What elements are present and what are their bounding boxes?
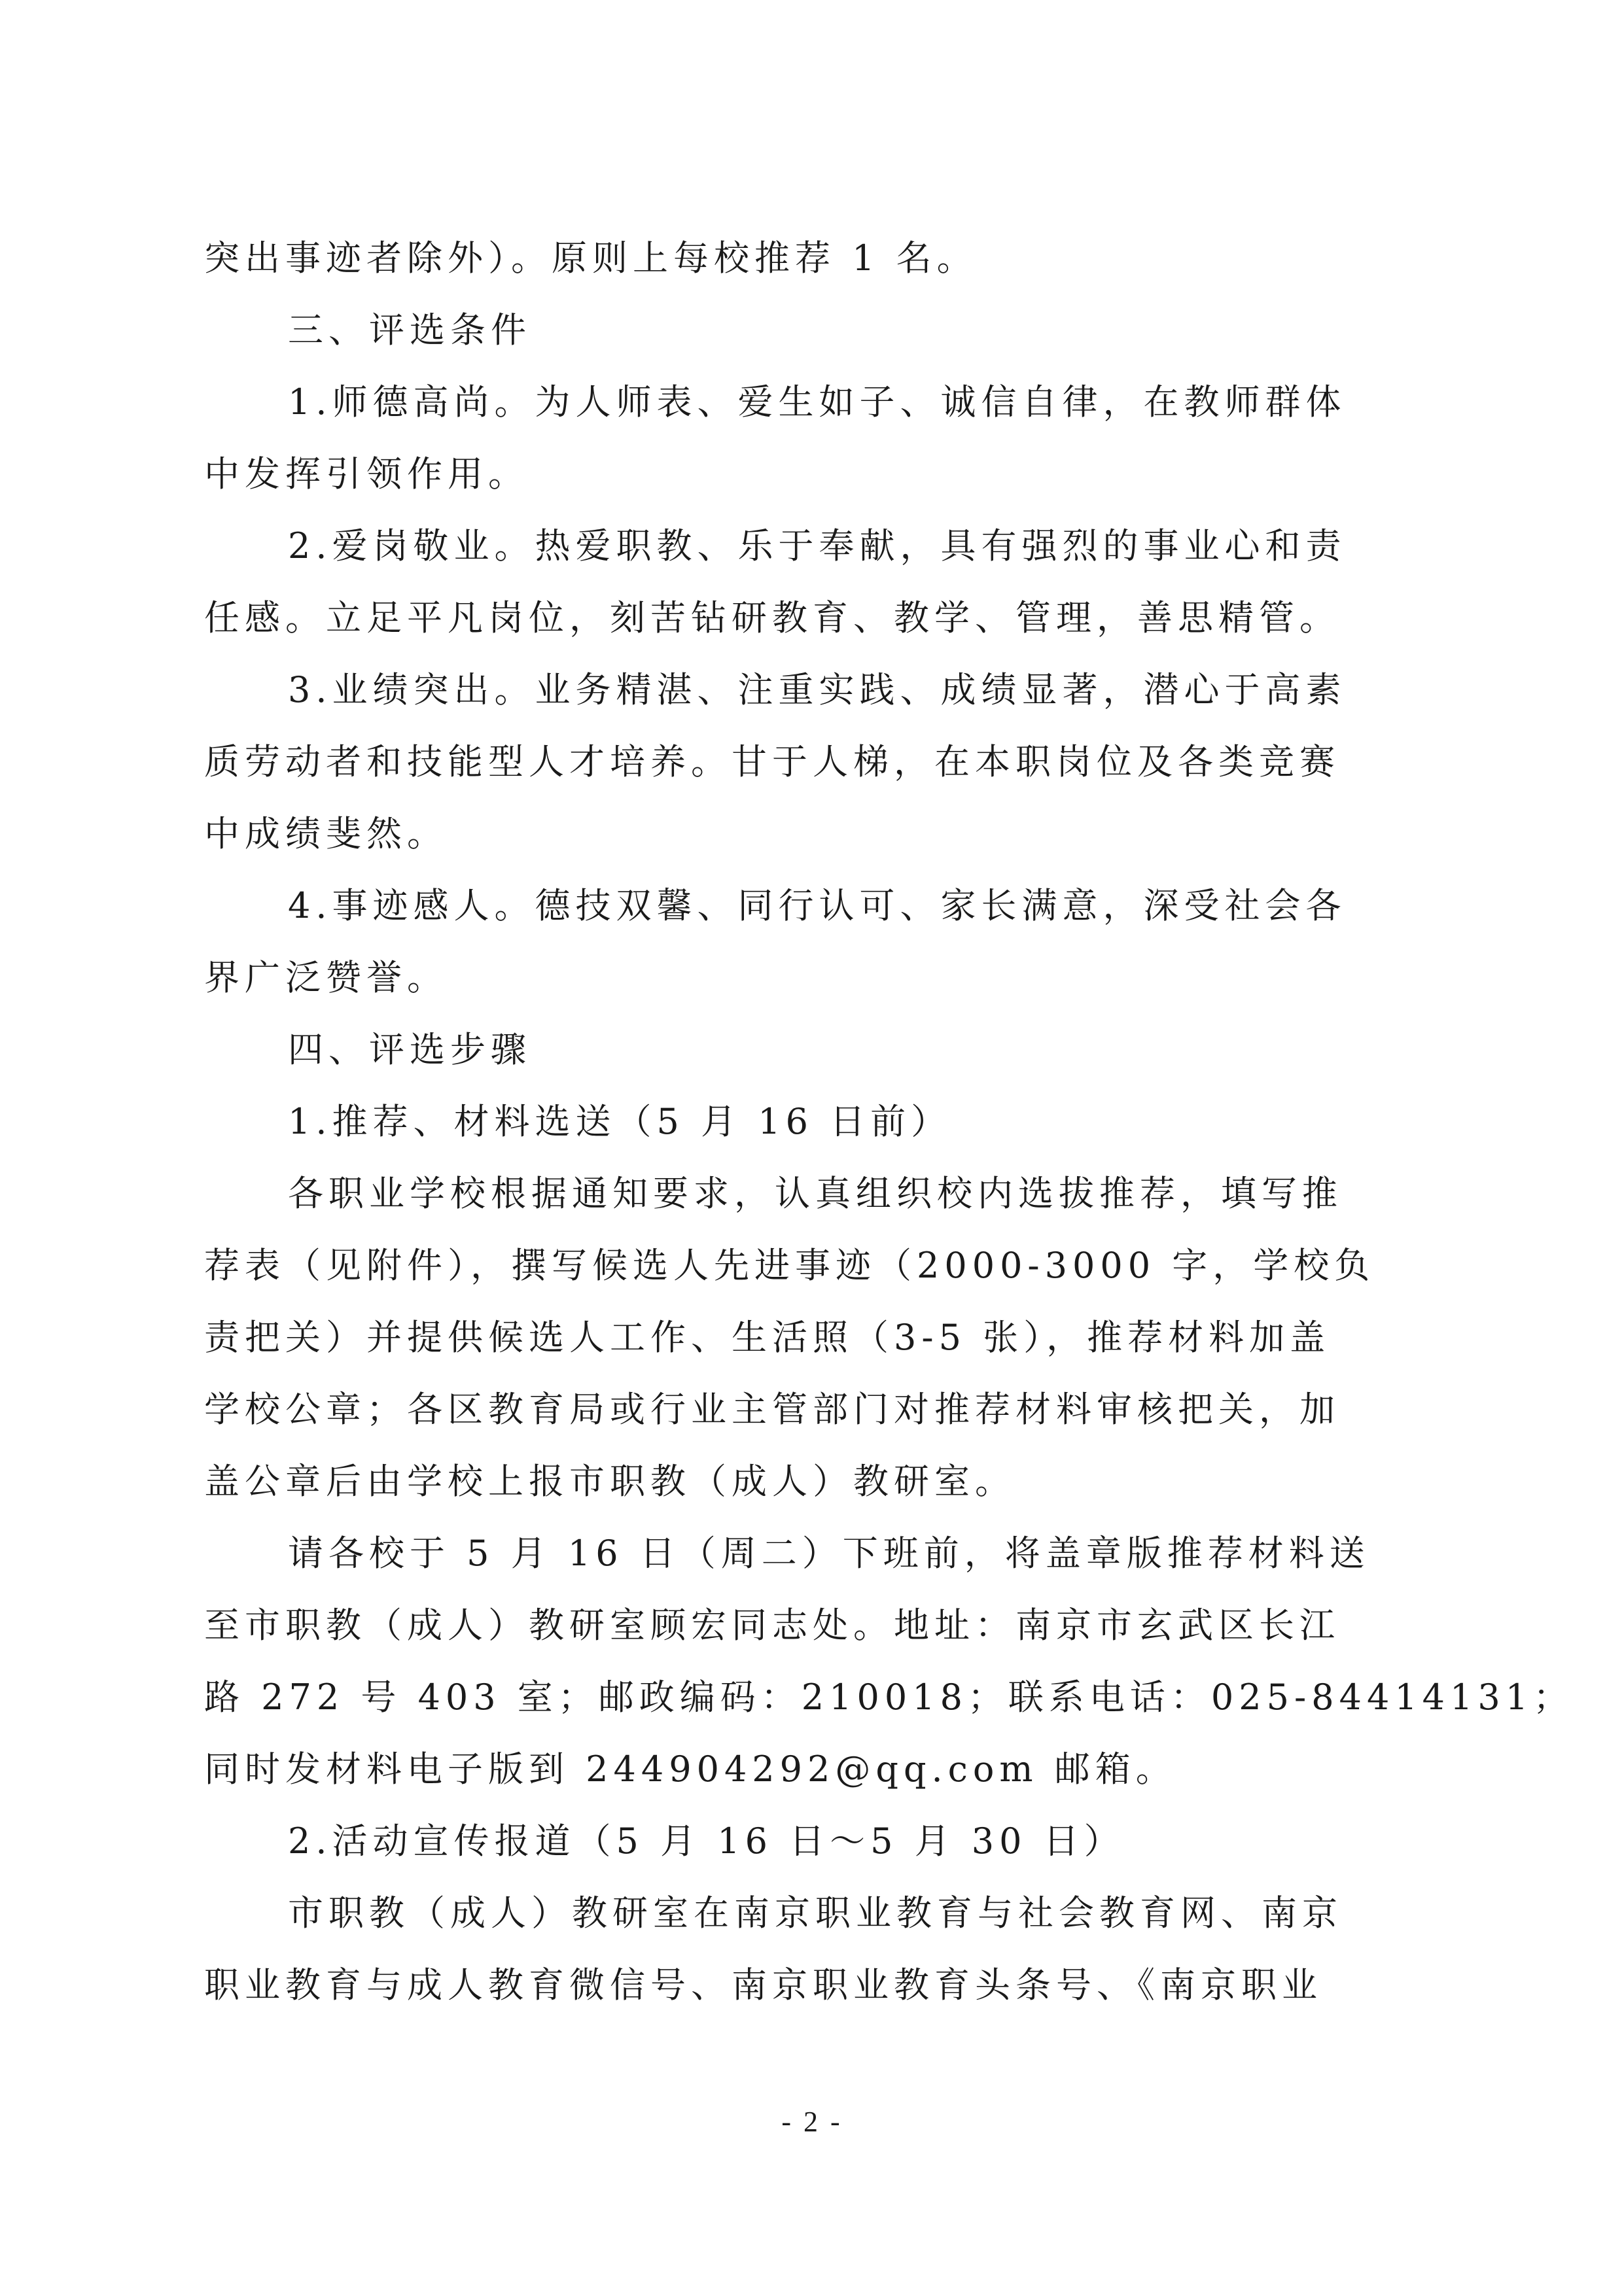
- page-number: - 2 -: [781, 2106, 843, 2138]
- step-1-paragraph-line: 盖公章后由学校上报市职教（成人）教研室。: [204, 1461, 1015, 1502]
- step-2-paragraph-line: 职业教育与成人教育微信号、南京职业教育头条号、《南京职业: [204, 1964, 1322, 2006]
- document-body: [204, 222, 1574, 2021]
- criteria-item-2-line: 任感。立足平凡岗位，刻苦钻研教育、教学、管理，善思精管。: [204, 597, 1340, 638]
- submission-paragraph-line: 路 272 号 403 室；邮政编码：210018；联系电话：025-84414131；: [204, 1677, 1574, 1718]
- step-1-paragraph-line: 荐表（见附件），撰写候选人先进事迹（2000-3000 字，学校负: [204, 1245, 1375, 1286]
- submission-paragraph-line: 至市职教（成人）教研室顾宏同志处。地址：南京市玄武区长江: [204, 1605, 1340, 1646]
- step-2-paragraph-line: 市职教（成人）教研室在南京职业教育与社会教育网、南京: [288, 1892, 1343, 1934]
- section-heading-steps: 四、评选步骤: [288, 1029, 531, 1070]
- step-1-paragraph-line: 学校公章；各区教育局或行业主管部门对推荐材料审核把关，加: [204, 1389, 1340, 1430]
- criteria-item-2-line: 2.爱岗敬业。热爱职教、乐于奉献，具有强烈的事业心和责: [288, 525, 1347, 566]
- step-1-paragraph-line: 各职业学校根据通知要求，认真组织校内选拔推荐，填写推: [288, 1173, 1343, 1214]
- criteria-item-3-line: 中成绩斐然。: [204, 813, 448, 854]
- criteria-item-3-line: 质劳动者和技能型人才培养。甘于人梯，在本职岗位及各类竞赛: [204, 741, 1340, 782]
- section-heading-criteria: 三、评选条件: [288, 309, 531, 351]
- criteria-item-4-line: 4.事迹感人。德技双馨、同行认可、家长满意，深受社会各: [288, 885, 1347, 926]
- submission-paragraph-line: 请各校于 5 月 16 日（周二）下班前，将盖章版推荐材料送: [288, 1533, 1370, 1574]
- step-2-heading: 2.活动宣传报道（5 月 16 日～5 月 30 日）: [288, 1820, 1125, 1862]
- submission-paragraph-line: 同时发材料电子版到 244904292@qq.com 邮箱。: [204, 1748, 1176, 1790]
- step-1-heading: 1.推荐、材料选送（5 月 16 日前）: [288, 1101, 952, 1142]
- paragraph-line-continuation: 突出事迹者除外）。原则上每校推荐 1 名。: [204, 237, 978, 279]
- criteria-item-1-line: 1.师德高尚。为人师表、爱生如子、诚信自律，在教师群体: [288, 381, 1347, 423]
- step-1-paragraph-line: 责把关）并提供候选人工作、生活照（3-5 张），推荐材料加盖: [204, 1317, 1331, 1358]
- criteria-item-3-line: 3.业绩突出。业务精湛、注重实践、成绩显著，潜心于高素: [288, 669, 1347, 710]
- criteria-item-1-line: 中发挥引领作用。: [204, 453, 529, 495]
- criteria-item-4-line: 界广泛赞誉。: [204, 957, 448, 998]
